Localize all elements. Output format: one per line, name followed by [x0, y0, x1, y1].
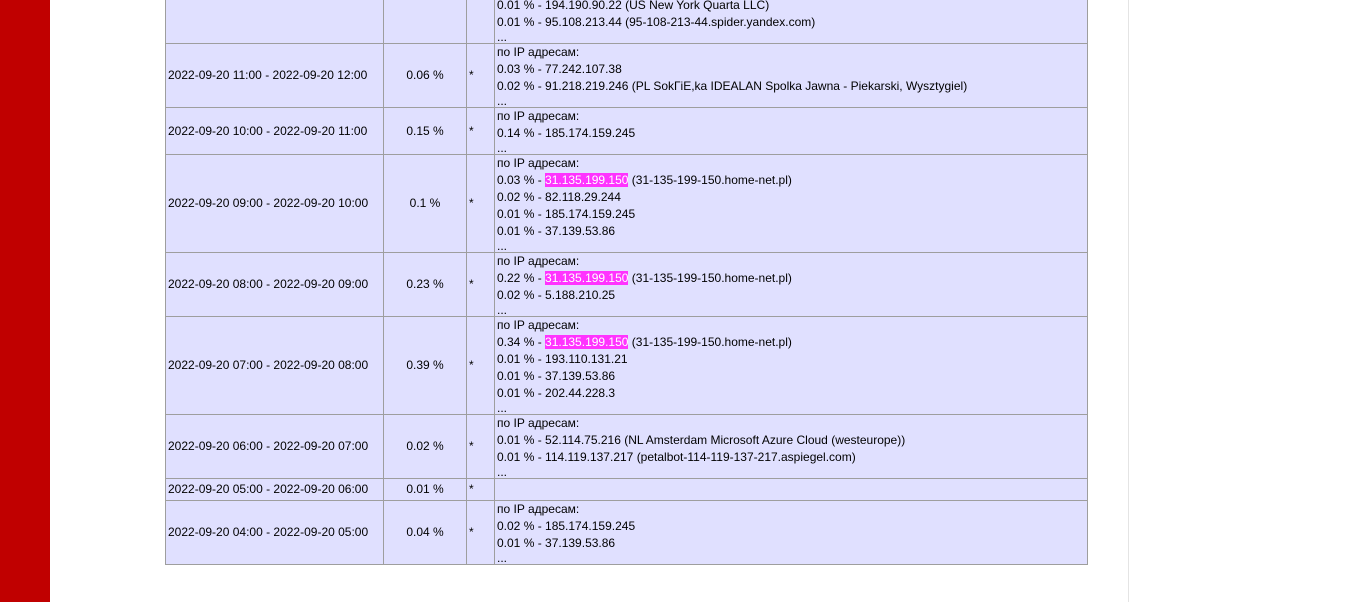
- ip-address[interactable]: 91.218.219.246: [545, 79, 629, 93]
- highlighted-ip-address[interactable]: 31.135.199.150: [545, 271, 629, 285]
- ip-share-percent: 0.34 %: [497, 335, 535, 349]
- ip-share-percent: 0.01 %: [497, 352, 535, 366]
- highlighted-ip-address[interactable]: 31.135.199.150: [545, 335, 629, 349]
- ip-address[interactable]: 114.119.137.217: [545, 450, 634, 464]
- more-ellipsis: ...: [497, 240, 508, 252]
- mark-cell: *: [467, 501, 495, 565]
- ip-list-heading: по IP адресам:: [497, 416, 580, 430]
- ip-list-heading: по IP адресам:: [497, 109, 580, 123]
- ip-list-heading: по IP адресам:: [497, 45, 580, 59]
- ip-line: 0.03 % - 31.135.199.150 (31-135-199-150.home-net.pl): [497, 173, 792, 187]
- ip-line: 0.01 % - 37.139.53.86: [497, 369, 616, 383]
- ip-address[interactable]: 37.139.53.86: [545, 369, 616, 383]
- ip-address[interactable]: 193.110.131.21: [545, 352, 628, 366]
- mark-cell: *: [467, 317, 495, 415]
- period-cell: 2022-09-20 11:00 - 2022-09-20 12:00: [166, 44, 384, 108]
- ip-share-percent: 0.22 %: [497, 271, 535, 285]
- ip-share-percent: 0.02 %: [497, 288, 535, 302]
- ip-host-info: (NL Amsterdam Microsoft Azure Cloud (westeurope)): [624, 433, 906, 447]
- ip-details-cell: [495, 108, 1088, 155]
- ip-line: 0.01 % - 37.139.53.86: [497, 536, 616, 550]
- ip-host-info: (31-135-199-150.home-net.pl): [631, 335, 792, 349]
- percent-cell: 0.04 %: [384, 501, 467, 565]
- ip-address[interactable]: 194.190.90.22: [545, 0, 622, 12]
- percent-cell: 0.1 %: [384, 155, 467, 253]
- mark-cell: *: [467, 155, 495, 253]
- ip-line: 0.01 % - 193.110.131.21: [497, 352, 628, 366]
- table-row: [166, 317, 1088, 415]
- period-cell: 2022-09-20 06:00 - 2022-09-20 07:00: [166, 415, 384, 479]
- highlighted-ip-address[interactable]: 31.135.199.150: [545, 173, 629, 187]
- ip-list-heading: по IP адресам:: [497, 156, 580, 170]
- ip-host-info: (PL SokГіE,ka IDEALAN Spolka Jawna - Piekarski, Wysztygiel): [631, 79, 968, 93]
- left-sidebar-bar: [0, 0, 50, 602]
- percent-cell: 0.23 %: [384, 253, 467, 317]
- percent-cell: 0.01 %: [384, 479, 467, 501]
- percent-cell: 0.06 %: [384, 44, 467, 108]
- more-ellipsis: ...: [497, 402, 508, 414]
- ip-list-heading: по IP адресам:: [497, 318, 580, 332]
- period-cell: 2022-09-20 09:00 - 2022-09-20 10:00: [166, 155, 384, 253]
- table-row: [166, 253, 1088, 317]
- ip-line: 0.01 % - 114.119.137.217 (petalbot-114-119-137-217.aspiegel.com): [497, 450, 856, 464]
- ip-share-percent: 0.02 %: [497, 79, 535, 93]
- more-ellipsis: ...: [497, 466, 508, 478]
- ip-address[interactable]: 52.114.75.216: [545, 433, 621, 447]
- period-cell: 2022-09-20 08:00 - 2022-09-20 09:00: [166, 253, 384, 317]
- ip-list-heading: по IP адресам:: [497, 254, 580, 268]
- ip-share-percent: 0.01 %: [497, 369, 535, 383]
- ip-line: 0.01 % - 185.174.159.245: [497, 207, 636, 221]
- hourly-stats-table: [165, 0, 1088, 565]
- ip-line: 0.03 % - 77.242.107.38: [497, 62, 622, 76]
- ip-address[interactable]: 202.44.228.3: [545, 386, 616, 400]
- table-row: [166, 108, 1088, 155]
- ip-line: 0.02 % - 185.174.159.245: [497, 519, 636, 533]
- ip-share-percent: 0.01 %: [497, 386, 535, 400]
- table-body: [166, 0, 1088, 565]
- ip-line: 0.14 % - 185.174.159.245: [497, 126, 636, 140]
- more-ellipsis: ...: [497, 95, 508, 107]
- ip-share-percent: 0.01 %: [497, 224, 535, 238]
- table-row: [166, 44, 1088, 108]
- ip-details-cell: [495, 479, 1088, 501]
- ip-details-cell: [495, 0, 1088, 44]
- period-cell: 2022-09-20 10:00 - 2022-09-20 11:00: [166, 108, 384, 155]
- mark-cell: *: [467, 415, 495, 479]
- ip-line: 0.01 % - 52.114.75.216 (NL Amsterdam Microsoft Azure Cloud (westeurope)): [497, 433, 906, 447]
- percent-cell: 0.02 %: [384, 415, 467, 479]
- period-cell: 2022-09-20 04:00 - 2022-09-20 05:00: [166, 501, 384, 565]
- ip-line: 0.01 % - 37.139.53.86: [497, 224, 616, 238]
- ip-line: 0.22 % - 31.135.199.150 (31-135-199-150.home-net.pl): [497, 271, 792, 285]
- ip-line: 0.02 % - 91.218.219.246 (PL SokГіE,ka IDEALAN Spolka Jawna - Piekarski, Wysztygiel): [497, 79, 968, 93]
- ip-address[interactable]: 82.118.29.244: [545, 190, 621, 204]
- ip-address[interactable]: 185.174.159.245: [545, 207, 636, 221]
- mark-cell: [467, 0, 495, 44]
- ip-host-info: (petalbot-114-119-137-217.aspiegel.com): [636, 450, 856, 464]
- mark-cell: *: [467, 253, 495, 317]
- ip-share-percent: 0.02 %: [497, 519, 535, 533]
- ip-address[interactable]: 37.139.53.86: [545, 224, 616, 238]
- ip-line: 0.01 % - 95.108.213.44 (95-108-213-44.spider.yandex.com): [497, 15, 816, 29]
- ip-share-percent: 0.01 %: [497, 450, 535, 464]
- period-cell: 2022-09-20 07:00 - 2022-09-20 08:00: [166, 317, 384, 415]
- table-row: [166, 479, 1088, 501]
- ip-share-percent: 0.01 %: [497, 433, 535, 447]
- ip-share-percent: 0.02 %: [497, 190, 535, 204]
- table-row: [166, 501, 1088, 565]
- ip-details-cell: [495, 155, 1088, 253]
- more-ellipsis: ...: [497, 142, 508, 154]
- ip-share-percent: 0.14 %: [497, 126, 535, 140]
- period-cell: [166, 0, 384, 44]
- ip-address[interactable]: 185.174.159.245: [545, 519, 636, 533]
- ip-share-percent: 0.03 %: [497, 173, 535, 187]
- ip-line: 0.34 % - 31.135.199.150 (31-135-199-150.home-net.pl): [497, 335, 792, 349]
- ip-list-heading: по IP адресам:: [497, 502, 580, 516]
- mark-cell: *: [467, 44, 495, 108]
- more-ellipsis: ...: [497, 304, 508, 316]
- ip-line: 0.01 % - 202.44.228.3: [497, 386, 616, 400]
- ip-address[interactable]: 77.242.107.38: [545, 62, 622, 76]
- ip-host-info: (31-135-199-150.home-net.pl): [631, 173, 792, 187]
- percent-cell: 0.15 %: [384, 108, 467, 155]
- ip-address[interactable]: 37.139.53.86: [545, 536, 616, 550]
- percent-cell: [384, 0, 467, 44]
- ip-share-percent: 0.01 %: [497, 536, 535, 550]
- ip-details-cell: [495, 501, 1088, 565]
- ip-host-info: (31-135-199-150.home-net.pl): [631, 271, 792, 285]
- stats-table-wrap: [165, 0, 1088, 565]
- ip-share-percent: 0.01 %: [497, 207, 535, 221]
- ip-line: 0.01 % - 194.190.90.22 (US New York Quarta LLC): [497, 0, 770, 12]
- ip-details-cell: [495, 317, 1088, 415]
- ip-address[interactable]: 5.188.210.25: [545, 288, 616, 302]
- period-cell: 2022-09-20 05:00 - 2022-09-20 06:00: [166, 479, 384, 501]
- content-panel: [50, 0, 1129, 602]
- table-row: [166, 155, 1088, 253]
- more-ellipsis: ...: [497, 31, 508, 43]
- ip-line: 0.02 % - 5.188.210.25: [497, 288, 616, 302]
- ip-address[interactable]: 95.108.213.44: [545, 15, 622, 29]
- mark-cell: *: [467, 479, 495, 501]
- table-row: [166, 415, 1088, 479]
- ip-details-cell: [495, 415, 1088, 479]
- ip-share-percent: 0.03 %: [497, 62, 535, 76]
- table-row: [166, 0, 1088, 44]
- percent-cell: 0.39 %: [384, 317, 467, 415]
- ip-details-cell: [495, 253, 1088, 317]
- ip-line: 0.02 % - 82.118.29.244: [497, 190, 621, 204]
- ip-details-cell: [495, 44, 1088, 108]
- mark-cell: *: [467, 108, 495, 155]
- more-ellipsis: ...: [497, 552, 508, 564]
- ip-address[interactable]: 185.174.159.245: [545, 126, 636, 140]
